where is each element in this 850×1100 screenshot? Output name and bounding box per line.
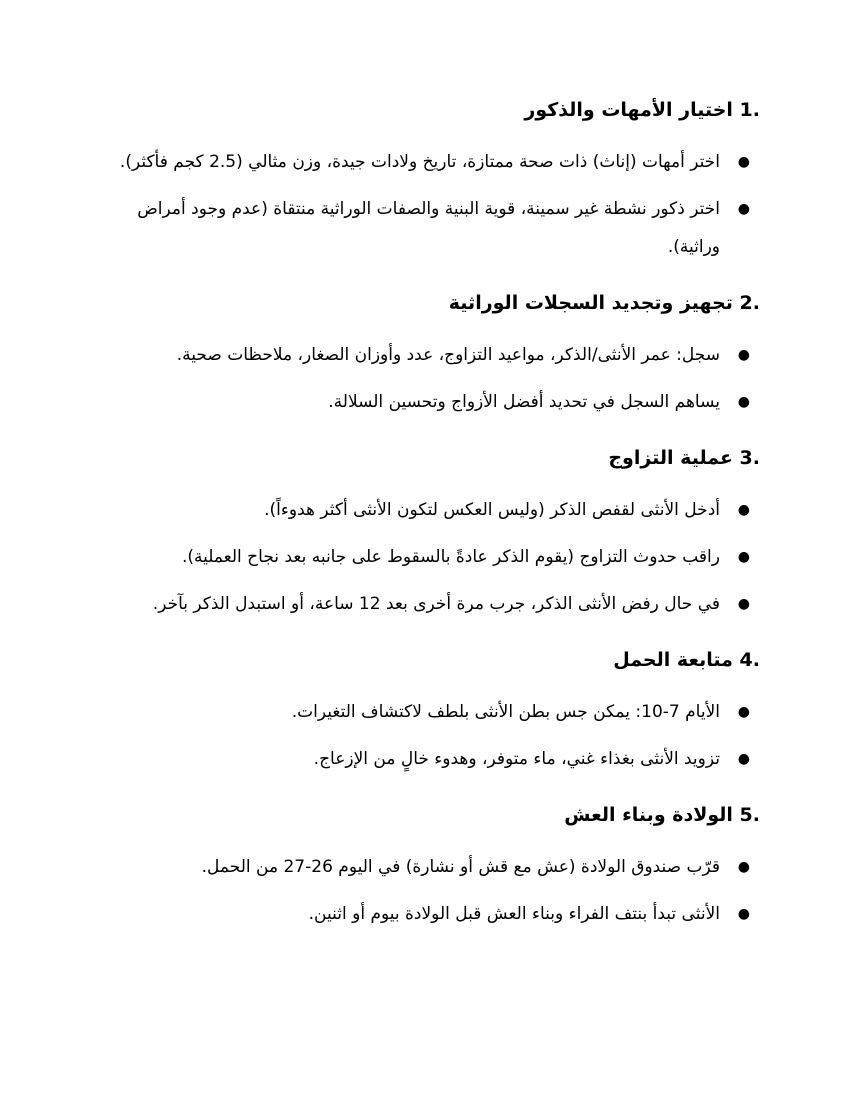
bullet-list: [100, 143, 760, 266]
bullet-icon: ●: [737, 704, 750, 720]
bullet-icon: ●: [737, 154, 750, 170]
bullet-icon: ●: [737, 549, 750, 565]
section-mother-male-selection: [100, 95, 760, 266]
bullet-list: [100, 848, 760, 933]
section-number: 2.: [739, 292, 760, 314]
bullet-list: [100, 491, 760, 623]
section-heading: [100, 800, 760, 830]
list-item-text: الأنثى تبدأ بنتف الفراء وبناء العش قبل الولادة بيوم أو اثنين.: [308, 904, 720, 924]
section-pregnancy-followup: [100, 645, 760, 778]
list-item: [100, 383, 760, 421]
list-item: [100, 336, 760, 374]
section-title: متابعة الحمل: [613, 649, 733, 671]
section-heading: [100, 645, 760, 675]
list-item-text: أدخل الأنثى لقفص الذكر (وليس العكس لتكون الأنثى أكثر هدوءاً).: [264, 500, 720, 520]
list-item-text: في حال رفض الأنثى الذكر، جرب مرة أخرى بعد 12 ساعة، أو استبدل الذكر بآخر.: [152, 594, 720, 614]
list-item: [100, 585, 760, 623]
section-number: 5.: [739, 804, 760, 826]
list-item: [100, 740, 760, 778]
list-item: [100, 143, 760, 181]
section-mating-process: [100, 443, 760, 623]
section-title: الولادة وبناء العش: [564, 804, 733, 826]
section-birth-nest: [100, 800, 760, 933]
section-number: 1.: [739, 99, 760, 121]
list-item-text: الأيام 7-10: يمكن جس بطن الأنثى بلطف لاكتشاف التغيرات.: [291, 702, 720, 722]
section-number: 4.: [739, 649, 760, 671]
bullet-icon: ●: [737, 502, 750, 518]
bullet-icon: ●: [737, 394, 750, 410]
list-item-text: يساهم السجل في تحديد أفضل الأزواج وتحسين السلالة.: [328, 392, 720, 412]
list-item-text: راقب حدوث التزاوج (يقوم الذكر عادةً بالسقوط على جانبه بعد نجاح العملية).: [181, 547, 720, 567]
bullet-icon: ●: [737, 201, 750, 217]
section-title: اختيار الأمهات والذكور: [524, 99, 733, 121]
bullet-list: [100, 336, 760, 421]
section-genetic-records: [100, 288, 760, 421]
list-item: [100, 538, 760, 576]
bullet-list: [100, 693, 760, 778]
section-title: عملية التزاوج: [608, 447, 733, 469]
section-heading: [100, 443, 760, 473]
list-item: [100, 491, 760, 529]
list-item: [100, 190, 760, 266]
section-heading: [100, 288, 760, 318]
list-item-text: تزويد الأنثى بغذاء غني، ماء متوفر، وهدوء خالٍ من الإزعاج.: [313, 749, 720, 769]
section-heading: [100, 95, 760, 125]
section-number: 3.: [739, 447, 760, 469]
list-item-text: اختر أمهات (إناث) ذات صحة ممتازة، تاريخ ولادات جيدة، وزن مثالي (2.5 كجم فأكثر).: [119, 152, 720, 172]
list-item: [100, 693, 760, 731]
list-item-text: اختر ذكور نشطة غير سمينة، قوية البنية والصفات الوراثية منتقاة (عدم وجود أمراض وراثية).: [137, 199, 720, 257]
bullet-icon: ●: [737, 596, 750, 612]
section-title: تجهيز وتجديد السجلات الوراثية: [448, 292, 733, 314]
bullet-icon: ●: [737, 906, 750, 922]
list-item: [100, 848, 760, 886]
list-item-text: سجل: عمر الأنثى/الذكر، مواعيد التزاوج، عدد وأوزان الصغار، ملاحظات صحية.: [176, 345, 720, 365]
bullet-icon: ●: [737, 751, 750, 767]
list-item-text: قرّب صندوق الولادة (عش مع قش أو نشارة) في اليوم 26-27 من الحمل.: [201, 857, 720, 877]
bullet-icon: ●: [737, 347, 750, 363]
list-item: [100, 895, 760, 933]
bullet-icon: ●: [737, 859, 750, 875]
